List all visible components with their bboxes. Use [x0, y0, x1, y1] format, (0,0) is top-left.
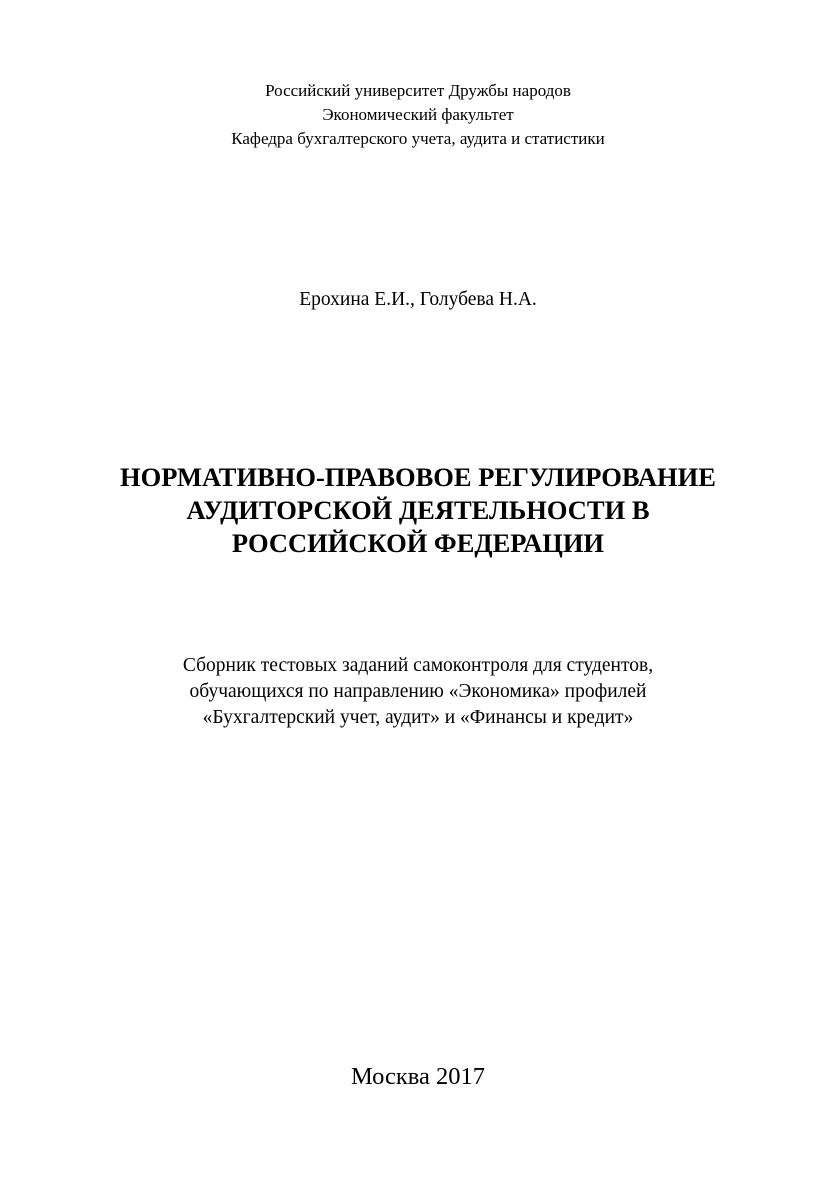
university-name: Российский университет Дружбы народов: [265, 81, 571, 100]
title-line-1: НОРМАТИВНО-ПРАВОВОЕ РЕГУЛИРОВАНИЕ: [120, 462, 716, 492]
subtitle-line-1: Сборник тестовых заданий самоконтроля для студентов,: [182, 655, 654, 676]
faculty-name: Экономический факультет: [322, 105, 514, 124]
title-line-3: РОССИЙСКОЙ ФЕДЕРАЦИИ: [231, 528, 605, 558]
title-line-2: АУДИТОРСКОЙ ДЕЯТЕЛЬНОСТИ В: [186, 495, 650, 525]
subtitle-line-2: обучающихся по направлению «Экономика» профилей: [189, 681, 647, 702]
subtitle-line-3: «Бухгалтерский учет, аудит» и «Финансы и кредит»: [202, 707, 634, 728]
authors: Ерохина Е.И., Голубева Н.А.: [299, 289, 537, 310]
imprint-city-year: Москва 2017: [350, 1063, 486, 1090]
department-name: Кафедра бухгалтерского учета, аудита и статистики: [231, 129, 605, 148]
